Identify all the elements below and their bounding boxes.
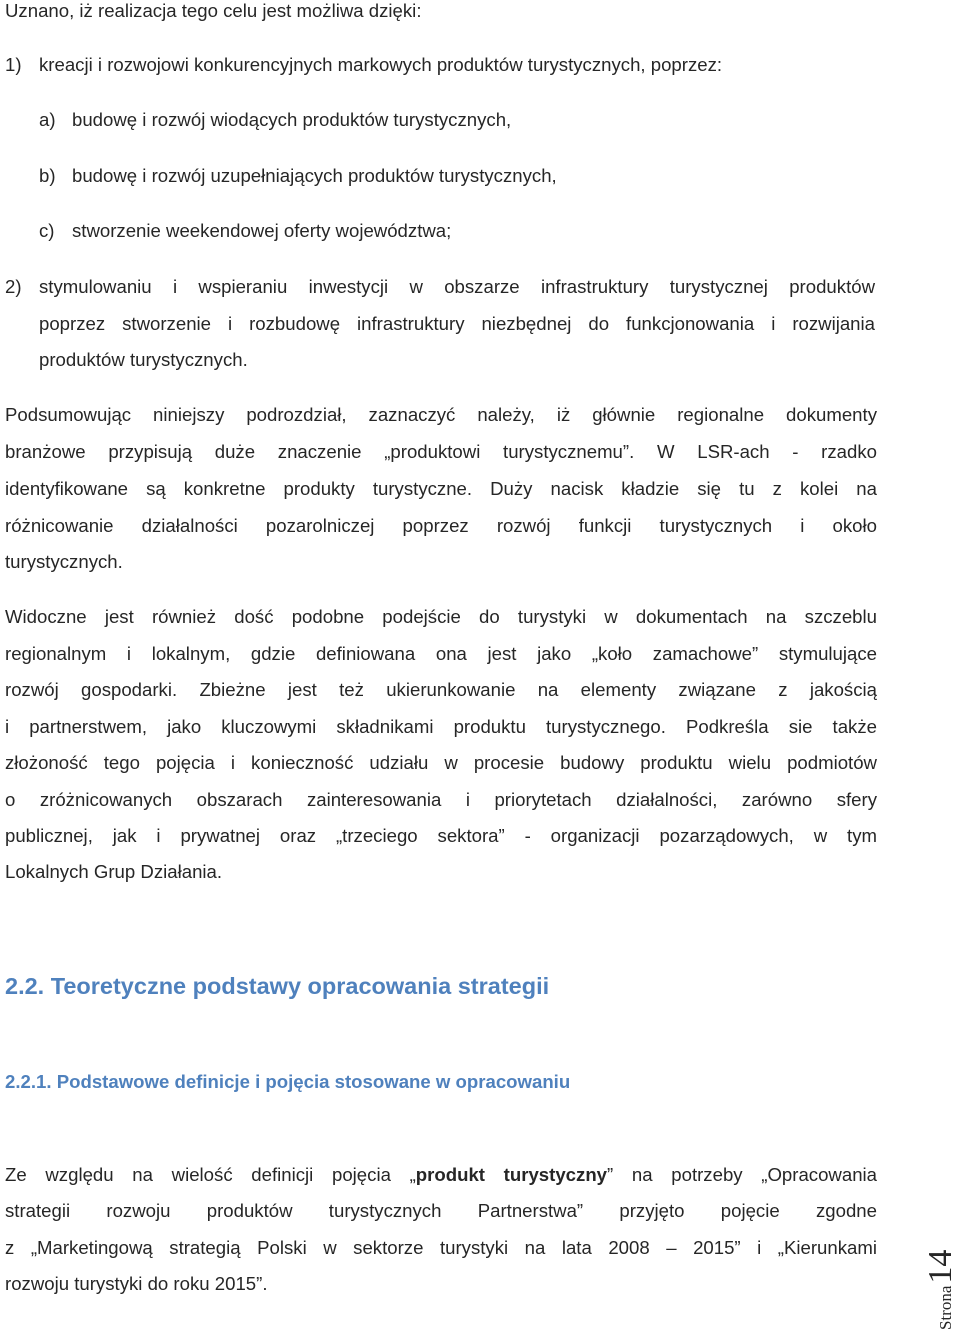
term-produkt-turystyczny: produkt turystyczny — [415, 1164, 608, 1185]
list-item-2-line-1: stymulowaniu i wspieraniu inwestycji w obszarze infrastruktury turystycznej produktów — [39, 276, 875, 297]
para2-line-8: Lokalnych Grup Działania. — [5, 861, 223, 882]
sub-item-c: stworzenie weekendowej oferty województwa; — [72, 220, 452, 241]
para3-line-2: strategii rozwoju produktów turystycznych Partnerstwa” przyjęto pojęcie zgodne — [5, 1200, 877, 1221]
list-item-2-line-3: produktów turystycznych. — [39, 349, 248, 370]
para1-line-2: branżowe przypisują duże znaczenie „produktowi turystycznemu”. W LSR-ach - rzadko — [5, 441, 877, 462]
para3-line-4: rozwoju turystyki do roku 2015”. — [5, 1273, 268, 1294]
para1-line-5: turystycznych. — [5, 551, 123, 572]
para2-line-5: złożoność tego pojęcia i konieczność udziału w procesie budowy produktu wielu podmiotów — [5, 752, 877, 773]
para2-line-2: regionalnym i lokalnym, gdzie definiowana ona jest jako „koło zamachowe” stymulujące — [5, 643, 877, 664]
sub-item-a: budowę i rozwój wiodących produktów turystycznych, — [72, 109, 512, 130]
para2-line-6: o zróżnicowanych obszarach zainteresowania i priorytetach działalności, zarówno sfery — [5, 789, 877, 810]
subsection-title: Podstawowe definicje i pojęcia stosowane w opracowaniu — [56, 1071, 571, 1092]
para1-line-4: różnicowanie działalności pozarolniczej poprzez rozwój funkcji turystycznych i około — [5, 515, 877, 536]
page-footer — [924, 1200, 958, 1330]
sub-marker-a: a) — [39, 109, 56, 130]
section-title: Teoretyczne podstawy opracowania strategii — [50, 973, 550, 999]
para3-line-1-post: ” na potrzeby „Opracowania — [607, 1164, 878, 1185]
subsection-number: 2.2.1. — [5, 1071, 52, 1092]
para3-line-1-pre: Ze względu na wielość definicji pojęcia „ — [5, 1164, 416, 1185]
section-number: 2.2. — [5, 973, 45, 999]
page-label: Strona — [936, 1285, 955, 1330]
sub-item-b: budowę i rozwój uzupełniających produktów turystycznych, — [72, 165, 557, 186]
para2-line-3: rozwój gospodarki. Zbieżne jest też ukierunkowanie na elementy związane z jakością — [5, 679, 877, 700]
list-marker-2: 2) — [5, 276, 22, 297]
para1-line-3: identyfikowane są konkretne produkty turystyczne. Duży nacisk kładzie się tu z kolei na — [5, 478, 877, 499]
list-item-2-line-2: poprzez stworzenie i rozbudowę infrastruktury niezbędnej do funkcjonowania i rozwijania — [39, 313, 875, 334]
sub-marker-c: c) — [39, 220, 55, 241]
para2-line-4: i partnerstwem, jako kluczowymi składnikami produktu turystycznego. Podkreśla sie także — [5, 716, 877, 737]
list-marker-1: 1) — [5, 54, 22, 75]
para3-line-3: z „Marketingową strategią Polski w sektorze turystyki na lata 2008 – 2015” i „Kierunkami — [5, 1237, 877, 1258]
para3-line-1 — [5, 1164, 877, 1186]
section-heading — [5, 972, 549, 1000]
para2-line-1: Widoczne jest również dość podobne podejście do turystyki w dokumentach na szczeblu — [5, 606, 877, 627]
para2-line-7: publicznej, jak i prywatnej oraz „trzeciego sektora” - organizacji pozarządowych, w tym — [5, 825, 877, 846]
subsection-heading — [5, 1071, 570, 1093]
intro-text: Uznano, iż realizacja tego celu jest możliwa dzięki: — [5, 0, 422, 21]
list-item-1: kreacji i rozwojowi konkurencyjnych markowych produktów turystycznych, poprzez: — [39, 54, 723, 75]
page-number: 14 — [922, 1249, 959, 1284]
sub-marker-b: b) — [39, 165, 56, 186]
para1-line-1: Podsumowując niniejszy podrozdział, zaznaczyć należy, iż głównie regionalne dokumenty — [5, 404, 877, 425]
